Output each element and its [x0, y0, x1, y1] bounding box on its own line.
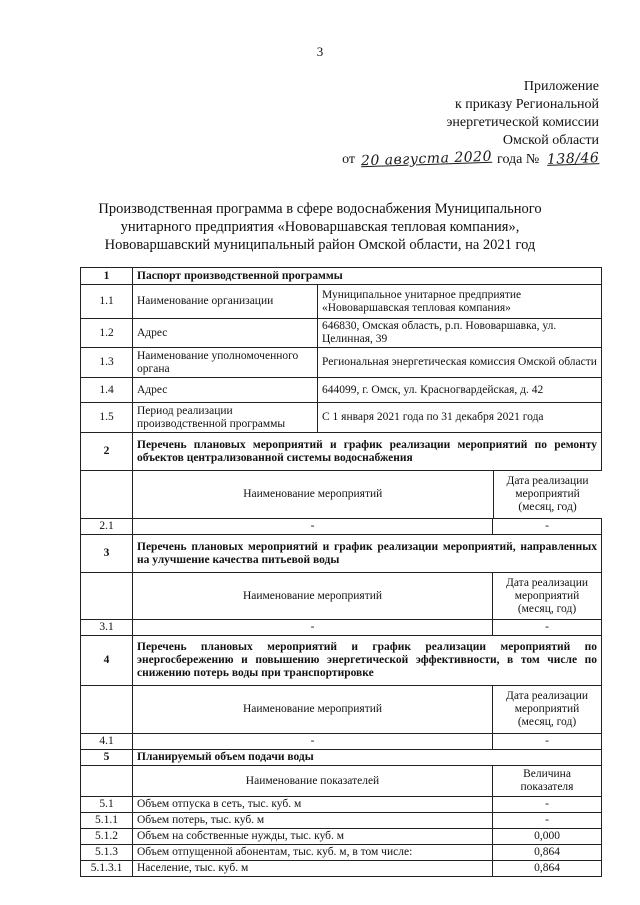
- row-value: 0,864: [534, 846, 560, 858]
- row-value: 646830, Омская область, р.п. Нововаршавка, ул. Целинная, 39: [318, 319, 602, 348]
- row-number: 3.1: [81, 620, 133, 636]
- row-number: 2.1: [81, 519, 133, 535]
- column-name-header: Наименование мероприятий: [133, 686, 493, 733]
- row-value: -: [545, 814, 549, 826]
- table-row: [81, 813, 602, 829]
- order-reference: [342, 150, 599, 170]
- handwritten-date: 20 августа 2020: [360, 148, 492, 170]
- column-header-row: [81, 766, 602, 797]
- column-header-group: [133, 471, 602, 519]
- row-name: Объем отпуска в сеть, тыс. куб. м: [133, 797, 493, 812]
- row-number: 1.1: [81, 285, 133, 319]
- row-cells: [133, 845, 602, 861]
- table-row: [81, 519, 602, 535]
- row-name: -: [133, 519, 493, 534]
- row-value: Региональная энергетическая комиссия Омской области: [318, 348, 602, 378]
- table-row: [81, 378, 602, 403]
- column-name-header: Наименование мероприятий: [133, 573, 493, 619]
- row-number: 5.1: [81, 797, 133, 813]
- year-label: года №: [497, 152, 540, 167]
- column-value-header: Величина показателя: [520, 768, 574, 793]
- empty-cell: [81, 573, 133, 620]
- row-cells: [133, 813, 602, 829]
- section-title: Паспорт производственной программы: [133, 268, 602, 285]
- from-label: от: [342, 152, 356, 167]
- section-title: Перечень плановых мероприятий и график реализации мероприятий по ремонту объектов централизованной системы водоснабжения: [133, 433, 602, 471]
- row-number: 1.4: [81, 378, 133, 403]
- column-header-group: [133, 573, 602, 620]
- row-number: 1.3: [81, 348, 133, 378]
- empty-cell: [81, 686, 133, 734]
- row-name: Адрес: [133, 319, 318, 348]
- table-row: [81, 797, 602, 813]
- row-name: -: [133, 734, 493, 749]
- table-row: [81, 348, 602, 378]
- row-value: Муниципальное унитарное предприятие «Нововаршавская тепловая компания»: [318, 285, 602, 319]
- section-number: 1: [81, 268, 133, 285]
- section-number: 2: [81, 433, 133, 471]
- row-value: 644099, г. Омск, ул. Красногвардейская, д. 42: [318, 378, 602, 403]
- row-name: -: [133, 620, 493, 635]
- page-number: 3: [316, 44, 324, 59]
- document-title: [60, 200, 580, 254]
- row-name: Адрес: [133, 378, 318, 403]
- title-line-3: Нововаршавский муниципальный район Омской области, на 2021 год: [104, 237, 536, 253]
- row-value: 0,000: [534, 830, 560, 842]
- table-row: [81, 403, 602, 433]
- row-value: -: [545, 798, 549, 810]
- table-row: [81, 285, 602, 319]
- row-name: Население, тыс. куб. м: [133, 861, 493, 876]
- table-row: [81, 861, 602, 877]
- handwritten-order-number: 138/46: [546, 150, 600, 168]
- appendix-line-3: энергетической комиссии: [446, 115, 599, 130]
- appendix-line-2: к приказу Региональной: [454, 97, 599, 112]
- table-row: [81, 319, 602, 348]
- section-5-header: [81, 750, 602, 766]
- section-title: Перечень плановых мероприятий и график реализации мероприятий по энергосбережению и повышению энергетической эффективности, в том числе по снижению потерь воды при транспортировке: [133, 636, 602, 686]
- empty-cell: [81, 766, 133, 797]
- table-row: [81, 829, 602, 845]
- table-row: [81, 845, 602, 861]
- appendix-line-4: Омской области: [502, 133, 599, 148]
- column-header-row: [81, 686, 602, 734]
- row-number: 5.1.3.1: [81, 861, 133, 877]
- row-name: Период реализации производственной программы: [133, 403, 318, 433]
- row-cells: [133, 620, 602, 636]
- title-line-2: унитарного предприятия «Нововаршавская тепловая компания»,: [120, 219, 520, 235]
- table-row: [81, 734, 602, 750]
- row-number: 1.5: [81, 403, 133, 433]
- row-name: Объем отпущенной абонентам, тыс. куб. м, в том числе:: [133, 845, 493, 860]
- column-name-header: Наименование мероприятий: [133, 471, 493, 518]
- title-line-1: Производственная программа в сфере водоснабжения Муниципального: [98, 201, 542, 217]
- row-cells: [133, 797, 602, 813]
- row-value: 0,864: [534, 862, 560, 874]
- column-header-row: [81, 471, 602, 519]
- program-table: [80, 267, 602, 877]
- column-name-header: Наименование показателей: [133, 766, 493, 796]
- row-cells: [133, 829, 602, 845]
- row-cells: [133, 861, 602, 877]
- row-number: 1.2: [81, 319, 133, 348]
- row-value: -: [545, 520, 549, 532]
- section-number: 3: [81, 535, 133, 573]
- column-date-header: Дата реализации мероприятий (месяц, год): [506, 690, 588, 728]
- column-header-inner: [133, 471, 602, 518]
- column-date-header: Дата реализации мероприятий (месяц, год): [506, 475, 589, 513]
- row-number: 4.1: [81, 734, 133, 750]
- section-number: 5: [81, 750, 133, 766]
- section-4-header: [81, 636, 602, 686]
- row-value: -: [545, 621, 549, 633]
- section-title: Планируемый объем подачи воды: [133, 750, 602, 766]
- row-number: 5.1.1: [81, 813, 133, 829]
- row-cells: [133, 734, 602, 750]
- appendix-block: [342, 78, 599, 170]
- section-number: 4: [81, 636, 133, 686]
- column-header-row: [81, 573, 602, 620]
- empty-cell: [81, 471, 133, 519]
- appendix-line-1: Приложение: [523, 79, 599, 94]
- row-value: -: [545, 735, 549, 747]
- row-number: 5.1.2: [81, 829, 133, 845]
- section-2-header: [81, 433, 602, 471]
- row-cells: [133, 519, 602, 535]
- row-name: Объем потерь, тыс. куб. м: [133, 813, 493, 828]
- row-name: Наименование организации: [133, 285, 318, 319]
- row-name: Объем на собственные нужды, тыс. куб. м: [133, 829, 493, 844]
- section-1-header: [81, 268, 602, 285]
- column-header-group: [133, 766, 602, 797]
- section-title: Перечень плановых мероприятий и график реализации мероприятий, направленных на улучшение качества питьевой воды: [133, 535, 602, 573]
- table-row: [81, 620, 602, 636]
- row-value: С 1 января 2021 года по 31 декабря 2021 года: [318, 403, 602, 433]
- section-3-header: [81, 535, 602, 573]
- column-date-header: Дата реализации мероприятий (месяц, год): [506, 576, 588, 615]
- row-name: Наименование уполномоченного органа: [133, 348, 318, 378]
- row-number: 5.1.3: [81, 845, 133, 861]
- column-header-group: [133, 686, 602, 734]
